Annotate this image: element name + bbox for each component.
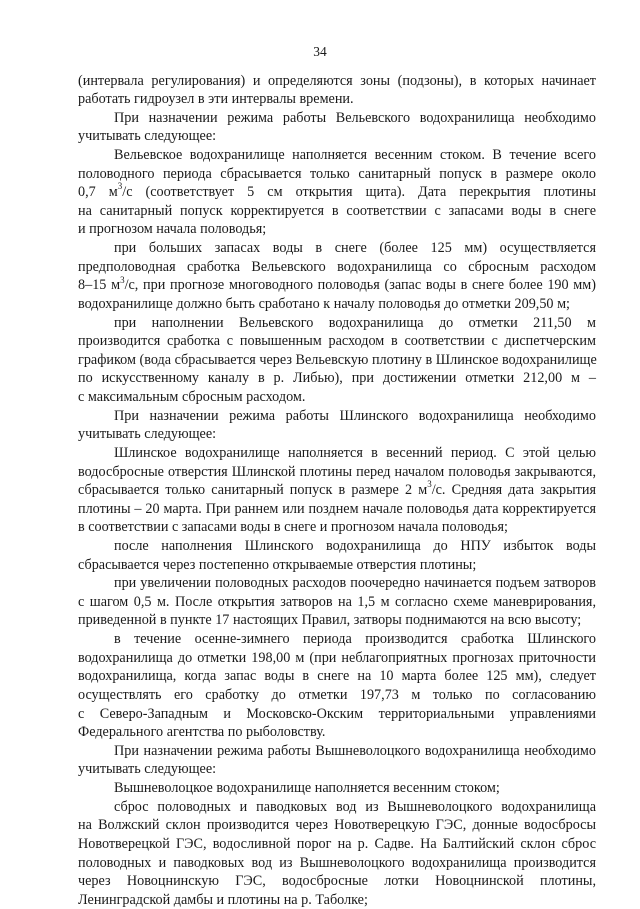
text-line: плотины – 20 марта. При раннем или позднем начале половодья дата корректируется [78,500,596,517]
page-number: 34 [313,44,327,59]
text-line: водохранилища, когда запас воды в снеге на 10 марта более 125 мм), следует [78,668,596,685]
text-line: Ленинградской дамбы и плотины на р. Таболке; [78,891,368,908]
text-line: (интервала регулирования) и определяются зоны (подзоны), в которых начинает [78,72,596,89]
text-line: 0,7 $м^3/с$ (соответствует 5 см открытия щита). Дата перекрытия плотины [78,181,596,201]
text-line: производится сработка с повышенным расходом в соответствии с диспетчерским [78,333,596,350]
text-line: Новотверецкой ГЭС, водосливной порог на р. Садве. На Балтийский склон сброс [78,835,596,852]
text-line: по искусственному каналу в р. Либью), при достижении отметки 212,00 м – [78,370,596,387]
text-line: Шлинское водохранилище наполняется в весенний период. С этой целью [114,444,596,461]
text-line: сбрасывается через постепенно открываемые отверстия плотины; [78,556,477,573]
text-line: учитывать следующее: [78,761,217,778]
text-line: с максимальным сбросным расходом. [78,389,306,406]
text-line: приведенной в пункте 17 настоящих Правил, затворы поднимаются на всю высоту; [78,612,582,629]
text-line: на Волжский склон производится через Новотверецкую ГЭС, донные водосбросы [78,817,596,834]
text-line: водохранилище должно быть сработано к началу половодья до отметки 209,50 м; [78,295,570,312]
text-line: на санитарный попуск корректируется в соответствии с запасами воды в снеге [78,202,596,219]
text-line: при увеличении половодных расходов поочередно начинается подъем затворов [114,575,596,592]
text-line: осуществлять его сработку до отметки 197,73 м только по согласованию [78,686,596,703]
text-line: учитывать следующее: [78,426,217,443]
text-line: сброс половодных и паводковых вод из Вышневолоцкого водохранилища [114,798,596,815]
text-line: с Северо-Западным и Московско-Окским территориальными управлениями [78,705,596,722]
text-line: при наполнении Вельевского водохранилища до отметки 211,50 м [114,314,596,331]
text-line: половодного периода сбрасывается только санитарный попуск в размере около [78,165,596,182]
text-line: Федерального агентства по рыболовству. [78,724,326,741]
text-line: водохранилища до отметки 198,00 м (при неблагоприятных прогнозах приточности [78,649,596,666]
text-line: предполоводная сработка Вельевского водохранилища со сбросным расходом [78,258,596,275]
text-line: сбрасывается только санитарный попуск в размере 2 $м^3/с$. Средняя дата закрытия [78,479,596,499]
text-line: При назначении режима работы Шлинского водохранилища необходимо [114,407,596,424]
text-line: водосбросные отверстия Шлинской плотины перед началом половодья закрываются, [78,463,596,480]
text-line: в течение осенне-зимнего периода производится сработка Шлинского [114,631,596,648]
text-line: Вышневолоцкое водохранилище наполняется весенним стоком; [114,780,500,797]
text-line: при больших запасах воды в снеге (более 125 мм) осуществляется [114,240,596,257]
text-line: Вельевское водохранилище наполняется весенним стоком. В течение всего [114,146,596,163]
text-line: работать гидроузел в эти интервалы времени. [78,91,354,108]
text-line: половодных и паводковых вод из Вышневолоцкого водохранилища производится [78,854,596,871]
text-line: учитывать следующее: [78,128,217,145]
text-line: в соответствии с запасами воды в снеге и прогнозом начала половодья; [78,519,508,536]
text-line: При назначении режима работы Вельевского водохранилища необходимо [114,109,596,126]
text-line: после наполнения Шлинского водохранилища до НПУ избыток воды [114,538,596,554]
text-line: графиком (вода сбрасывается через Вельевскую плотину в Шлинское водохранилище [78,351,597,368]
text-line: через Новоцнинскую ГЭС, водосбросные лотки Новоцнинской плотины, [78,873,596,890]
text-line: с шагом 0,5 м. После открытия затворов на 1,5 м согласно схеме маневрирования, [78,593,596,610]
text-line: и прогнозом начала половодья; [78,221,267,238]
text-line: При назначении режима работы Вышневолоцкого водохранилища необходимо [114,742,596,759]
text-line: 8–15 $м^3/с$, при прогнозе многоводного половодья (запас воды в снеге более 190 мм) [78,274,596,294]
